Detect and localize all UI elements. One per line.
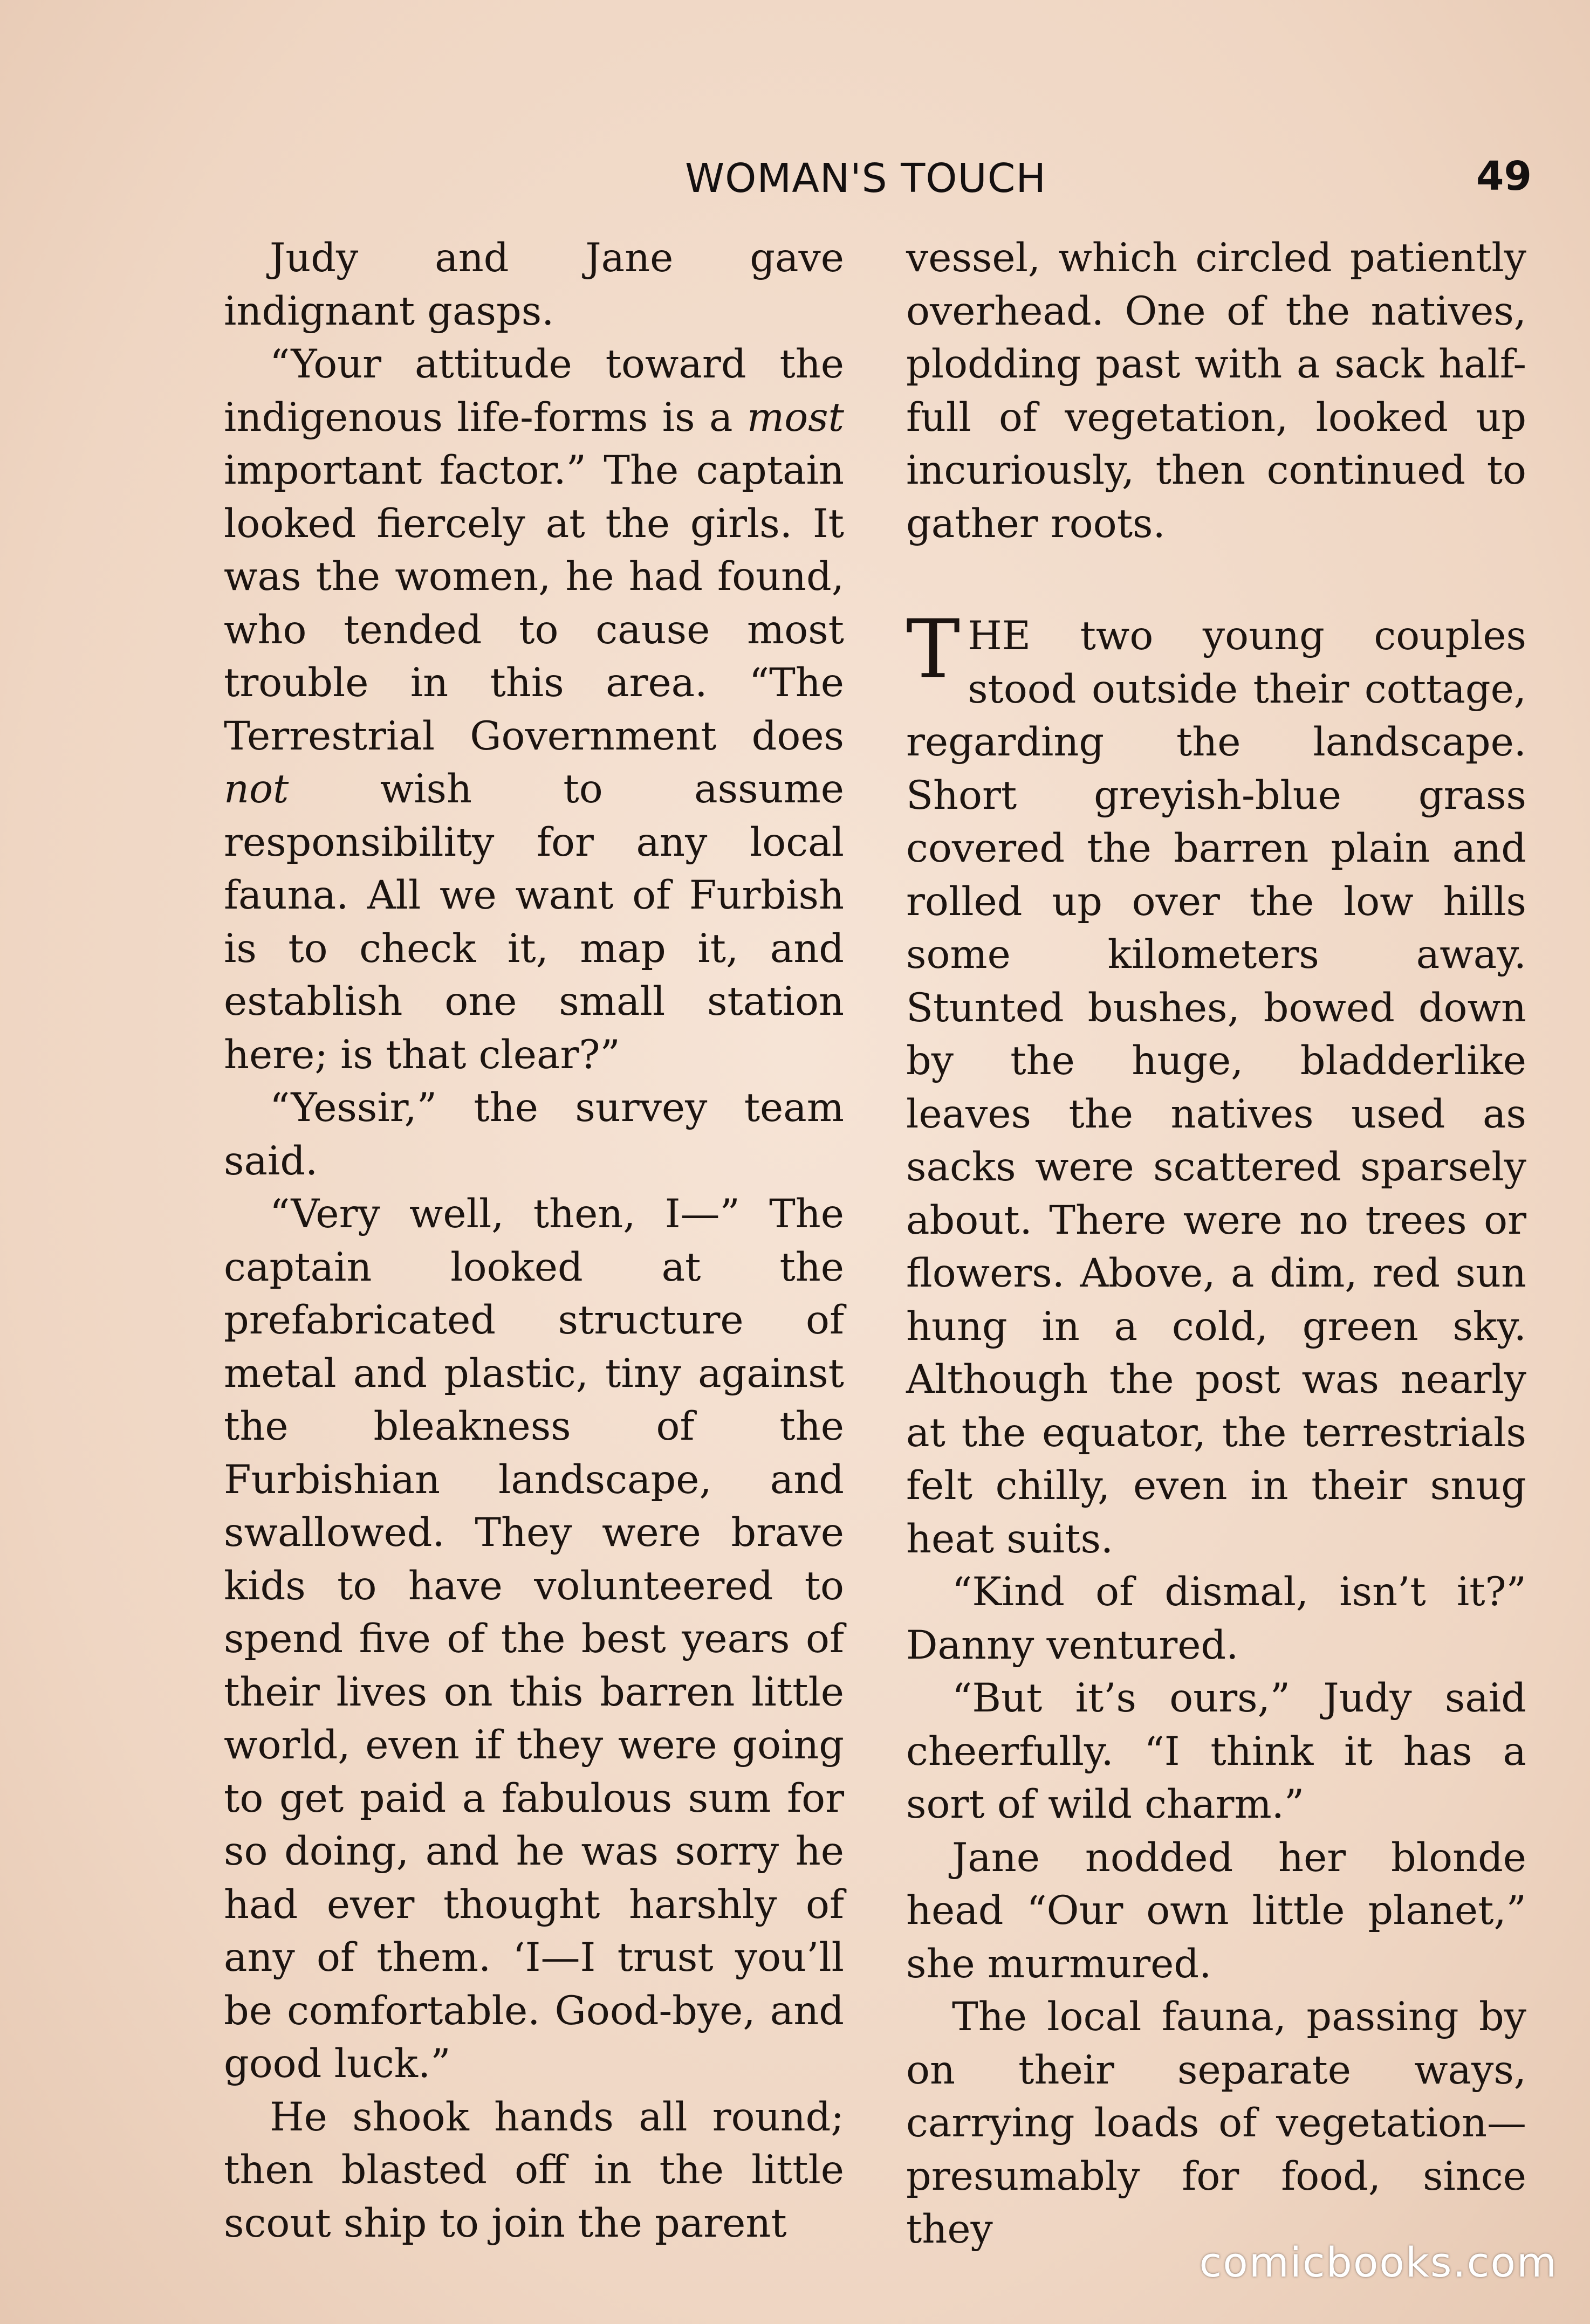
- paragraph: “Very well, then, I—” The captain looked at the prefabricated structure of metal and plastic, tiny against the bleakness of the Furbishian landscape, and swallowed. They were brave kids to have volunteered to spend five of the best years of their lives on this barren little world, even if they were going to get paid a fabulous sum for so doing, and he was sorry he had ever thought harshly of any of them. ‘I—I trust you’ll be comfortable. Good-bye, and good luck.”: [224, 1191, 844, 2087]
- paragraph: [224, 338, 844, 1082]
- paragraph: Judy and Jane gave indignant gasps.: [224, 235, 844, 334]
- emphasis: not: [224, 766, 289, 812]
- text-run: important factor.” The captain looked fiercely at the girls. It was the women, he had found, who tended to cause most trouble in this area. “The Terrestrial Government does: [224, 448, 844, 759]
- paragraph: He shook hands all round; then blasted off in the little scout ship to join the parent: [224, 2094, 844, 2246]
- paragraph: Jane nodded her blonde head “Our own little planet,” she murmured.: [906, 1834, 1526, 1987]
- paragraph: vessel, which circled patiently overhead. One of the natives, plodding past with a sack half-full of vegetation, looked up incuriously, then continued to gather roots.: [906, 235, 1526, 547]
- left-column: [224, 232, 844, 2250]
- section-opening-paragraph: [906, 603, 1526, 1566]
- page-header: [216, 155, 1532, 215]
- paragraph: The local fauna, passing by on their separate ways, carrying loads of vegetation—presumably for food, since they: [906, 1994, 1526, 2252]
- paragraph: “But it’s ours,” Judy said cheerfully. “I think it has a sort of wild charm.”: [906, 1675, 1526, 1827]
- page-number: 49: [1476, 153, 1532, 200]
- text-run: wish to assume responsibility for any local fauna. All we want of Furbish is to check it, map it, and establish one small station here; is that clear?”: [224, 766, 844, 1078]
- drop-cap: T: [906, 603, 961, 697]
- emphasis: most: [747, 394, 844, 441]
- text-run: “Your attitude toward the indigenous life-forms is a: [224, 341, 844, 441]
- paragraph: “Yessir,” the survey team said.: [224, 1085, 844, 1184]
- text-run: HE two young couples stood outside their cottage, regarding the landscape. Short greyish-blue grass covered the barren plain and rolled up over the low hills some kilometers away. Stunted bushes, bowed down by the huge, bladderlike leaves the natives used as sacks were scattered sparsely about. There were no trees or flowers. Above, a dim, red sun hung in a cold, green sky. Although the post was nearly at the equator, the terrestrials felt chilly, even in their snug heat suits.: [906, 613, 1526, 1562]
- running-title: WOMAN'S TOUCH: [685, 155, 1047, 202]
- paragraph: “Kind of dismal, isn’t it?” Danny ventured.: [906, 1569, 1526, 1668]
- watermark: comicbooks.com: [1199, 2238, 1558, 2286]
- right-column: [906, 232, 1526, 2257]
